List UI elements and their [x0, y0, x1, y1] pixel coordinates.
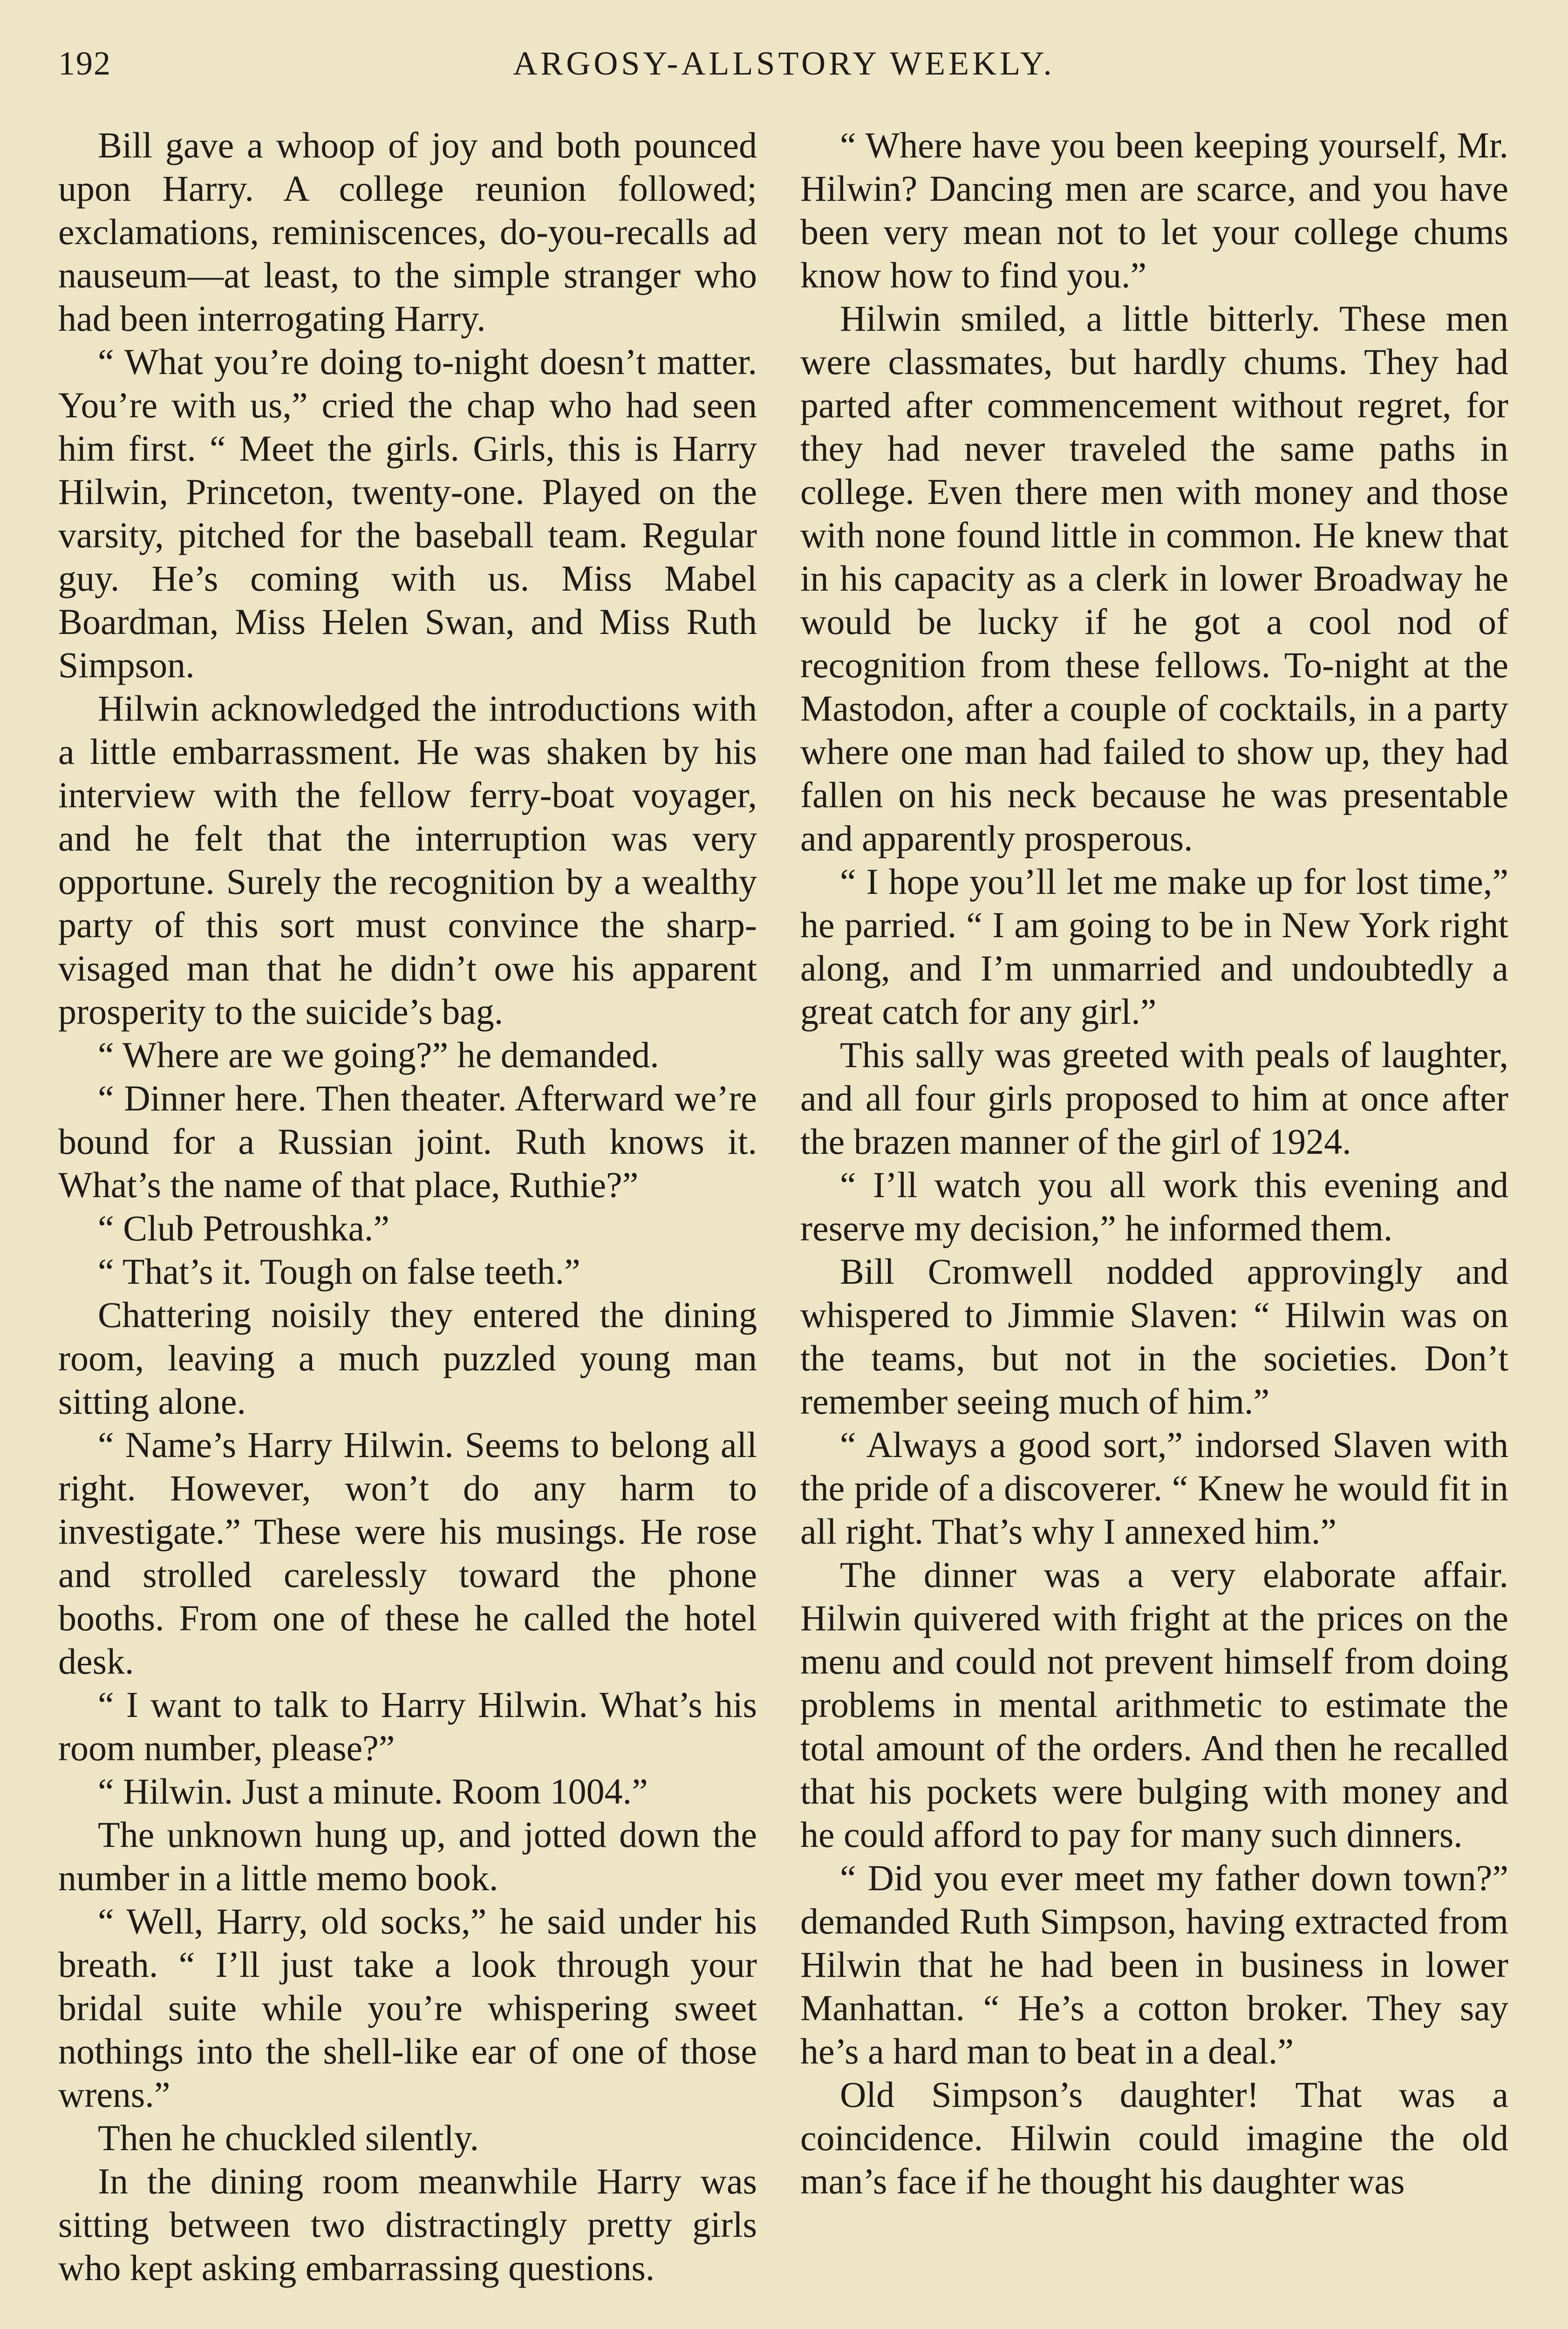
paragraph: “ Dinner here. Then theater. Afterward we’re bound for a Russian joint. Ruth knows it. What’s the name of that place, Ruthie?” [58, 1078, 757, 1205]
paragraph: The dinner was a very elaborate affair. Hilwin quivered with fright at the prices on the menu and could not prevent himself from doing problems in mental arithmetic to estimate the total amount of the orders. And then he recalled that his pockets were bulging with money and he could afford to pay for many such dinners. [800, 1554, 1508, 1855]
paragraph: Old Simpson’s daughter! That was a coincidence. Hilwin could imagine the old man’s face if he thought his daughter was [800, 2074, 1508, 2201]
paragraph: “ I hope you’ll let me make up for lost time,” he parried. “ I am going to be in New York right along, and I’m unmarried and undoubtedly a great catch for any girl.” [800, 861, 1508, 1032]
page-number: 192 [58, 45, 111, 82]
running-title: ARGOSY-ALLSTORY WEEKLY. [513, 45, 1055, 82]
paragraph: “ I’ll watch you all work this evening and reserve my decision,” he informed them. [800, 1164, 1508, 1248]
paragraph: This sally was greeted with peals of laughter, and all four girls proposed to him at once after the brazen manner of the girl of 1924. [800, 1035, 1508, 1162]
paragraph: Then he chuckled silently. [98, 2118, 479, 2158]
paragraph: Hilwin smiled, a little bitterly. These men were classmates, but hardly chums. They had parted after commencement without regret, for they had never traveled the same paths in college. Even there men with money and those with none found little in common. He knew that in his capacity as a clerk in lower Broadway he would be lucky if he got a cool nod of recognition from these fellows. To-night at the Mastodon, after a couple of cocktails, in a party where one man had failed to show up, they had fallen on his neck because he was presentable and apparently prosperous. [800, 298, 1508, 858]
paragraph: Chattering noisily they entered the dining room, leaving a much puzzled young man sitting alone. [58, 1294, 757, 1422]
paragraph: “ Name’s Harry Hilwin. Seems to belong all right. However, won’t do any harm to investigate.” These were his musings. He rose and strolled carelessly toward the phone booths. From one of these he called the hotel desk. [58, 1424, 757, 1682]
paragraph: “ Did you ever meet my father down town?” demanded Ruth Simpson, having extracted from Hilwin that he had been in business in lower Manhattan. “ He’s a cotton broker. They say he’s a hard man to beat in a deal.” [800, 1858, 1508, 2071]
paragraph: “ I want to talk to Harry Hilwin. What’s his room number, please?” [58, 1684, 757, 1768]
right-column [800, 123, 1508, 2203]
page-header [0, 44, 1568, 95]
paragraph: Bill gave a whoop of joy and both pounced upon Harry. A college reunion followed; exclamations, reminiscences, do-you-recalls ad nauseum—at least, to the simple stranger who had been interrogating Harry. [58, 125, 757, 339]
paragraph: The unknown hung up, and jotted down the number in a little memo book. [58, 1814, 757, 1898]
paragraph: “ Always a good sort,” indorsed Slaven with the pride of a discoverer. “ Knew he would fit in all right. That’s why I annexed him.” [800, 1424, 1508, 1552]
left-column [58, 123, 757, 2289]
paragraph: Bill Cromwell nodded approvingly and whispered to Jimmie Slaven: “ Hilwin was on the teams, but not in the societies. Don’t remember seeing much of him.” [800, 1251, 1508, 1422]
paragraph: “ Hilwin. Just a minute. Room 1004.” [98, 1771, 648, 1811]
paragraph: “ Club Petroushka.” [98, 1208, 390, 1248]
paragraph: “ That’s it. Tough on false teeth.” [98, 1251, 580, 1292]
paragraph: “ What you’re doing to-night doesn’t matter. You’re with us,” cried the chap who had seen him first. “ Meet the girls. Girls, this is Harry Hilwin, Princeton, twenty-one. Played on the varsity, pitched for the baseball team. Regular guy. He’s coming with us. Miss Mabel Boardman, Miss Helen Swan, and Miss Ruth Simpson. [58, 341, 757, 685]
paragraph: “ Where have you been keeping yourself, Mr. Hilwin? Dancing men are scarce, and you have been very mean not to let your college chums know how to find you.” [800, 125, 1508, 295]
paragraph: In the dining room meanwhile Harry was sitting between two distractingly pretty girls who kept asking embarrassing questions. [58, 2161, 757, 2288]
paragraph: “ Well, Harry, old socks,” he said under his breath. “ I’ll just take a look through your bridal suite while you’re whispering sweet nothings into the shell-like ear of one of those wrens.” [58, 1901, 757, 2115]
paragraph: Hilwin acknowledged the introductions with a little embarrassment. He was shaken by his interview with the fellow ferry-boat voyager, and he felt that the interruption was very opportune. Surely the recognition by a wealthy party of this sort must convince the sharp-visaged man that he didn’t owe his apparent prosperity to the suicide’s bag. [58, 688, 757, 1032]
paragraph: “ Where are we going?” he demanded. [98, 1035, 659, 1075]
